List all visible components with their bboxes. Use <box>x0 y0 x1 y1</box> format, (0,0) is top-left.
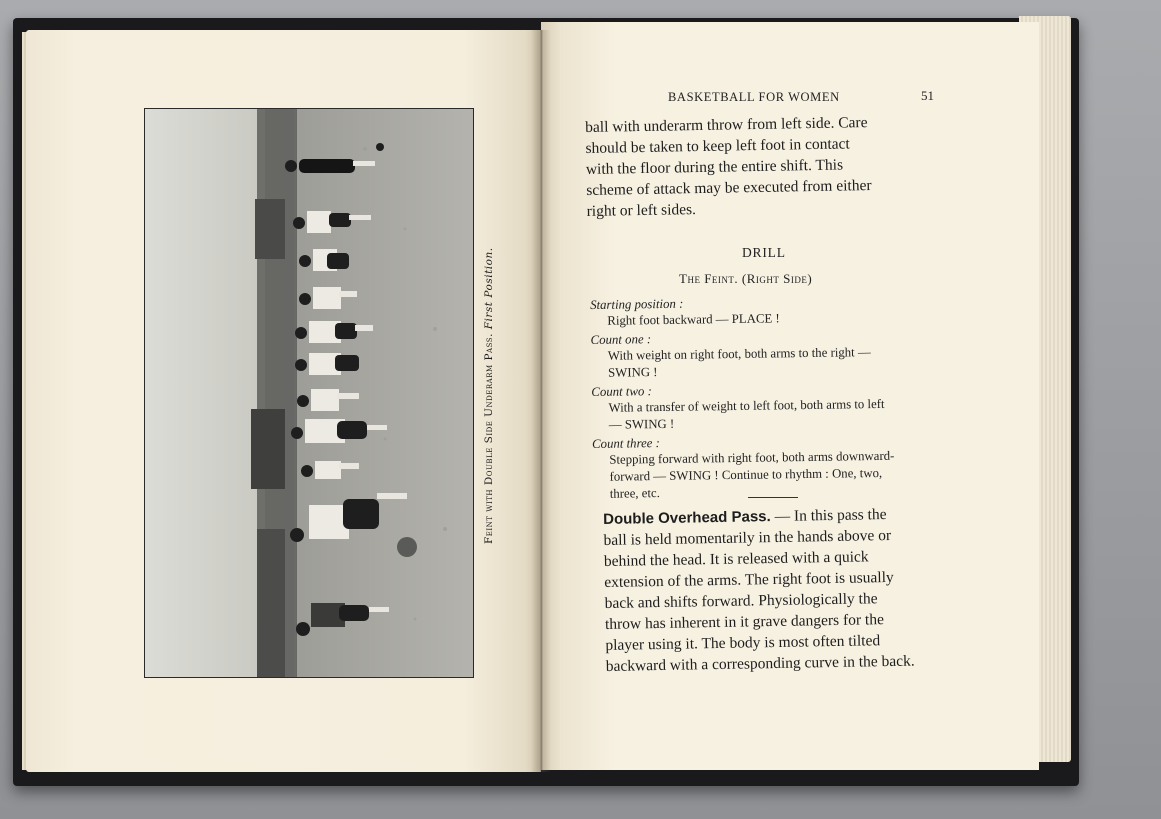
paragraph-1 <box>585 112 872 222</box>
paragraph-line: with the floor during the entire shift. This <box>585 156 844 178</box>
paragraph-line: right or left sides. <box>586 201 697 220</box>
caption-position: First Position. <box>483 247 495 330</box>
paragraph-line: player using it. The body is most often tilted <box>605 632 881 654</box>
count-two-text: — SWING ! <box>608 416 675 432</box>
paragraph-line-rest: — In this pass the <box>770 506 887 526</box>
count-two-label: Count two : <box>591 384 652 399</box>
page-number: 51 <box>921 88 934 103</box>
paragraph-line: backward with a corresponding curve in the back. <box>605 652 915 675</box>
paragraph-line: behind the head. It is released with a quick <box>603 548 869 570</box>
paragraph-line: extension of the arms. The right foot is usually <box>604 568 894 591</box>
running-head: BASKETBALL FOR WOMEN <box>668 90 840 104</box>
drill-subheading: The Feint. (Right Side) <box>679 271 813 286</box>
count-one-text: With weight on right foot, both arms to the right — <box>607 345 871 363</box>
paragraph-line: ball is held momentarily in the hands above or <box>603 526 892 549</box>
starting-position-label: Starting position : <box>590 296 684 312</box>
drill-heading: DRILL <box>742 245 786 260</box>
photo-illustration <box>145 109 473 677</box>
count-three-text: Stepping forward with right foot, both arms downward- <box>609 448 895 467</box>
photo-caption <box>480 244 498 544</box>
basketball-photograph <box>144 108 474 678</box>
starting-position-text: Right foot backward — PLACE ! <box>607 311 780 328</box>
paragraph-line: scheme of attack may be executed from either <box>586 177 872 199</box>
caption-title: Feint with Double Side Underarm Pass. <box>483 333 495 544</box>
drill-instructions <box>590 291 895 503</box>
paragraph-2 <box>603 504 915 677</box>
count-three-text: forward — SWING ! Continue to rhythm : One, two, <box>609 465 883 484</box>
paragraph-line: ball with underarm throw from left side. Care <box>585 114 868 136</box>
paragraph-line: throw has inherent in it grave dangers for the <box>604 611 885 633</box>
count-three-label: Count three : <box>591 436 660 451</box>
paragraph-line: should be taken to keep left foot in contact <box>585 135 850 157</box>
paragraph-line: back and shifts forward. Physiologically the <box>604 590 878 612</box>
section-divider <box>748 497 798 498</box>
count-one-label: Count one : <box>590 332 652 347</box>
double-overhead-pass-heading: Double Overhead Pass. <box>603 508 771 528</box>
count-two-text: With a transfer of weight to left foot, both arms to left <box>608 396 885 415</box>
count-one-text: SWING ! <box>607 365 658 380</box>
book-gutter <box>531 30 551 772</box>
count-three-text: three, etc. <box>609 486 660 501</box>
